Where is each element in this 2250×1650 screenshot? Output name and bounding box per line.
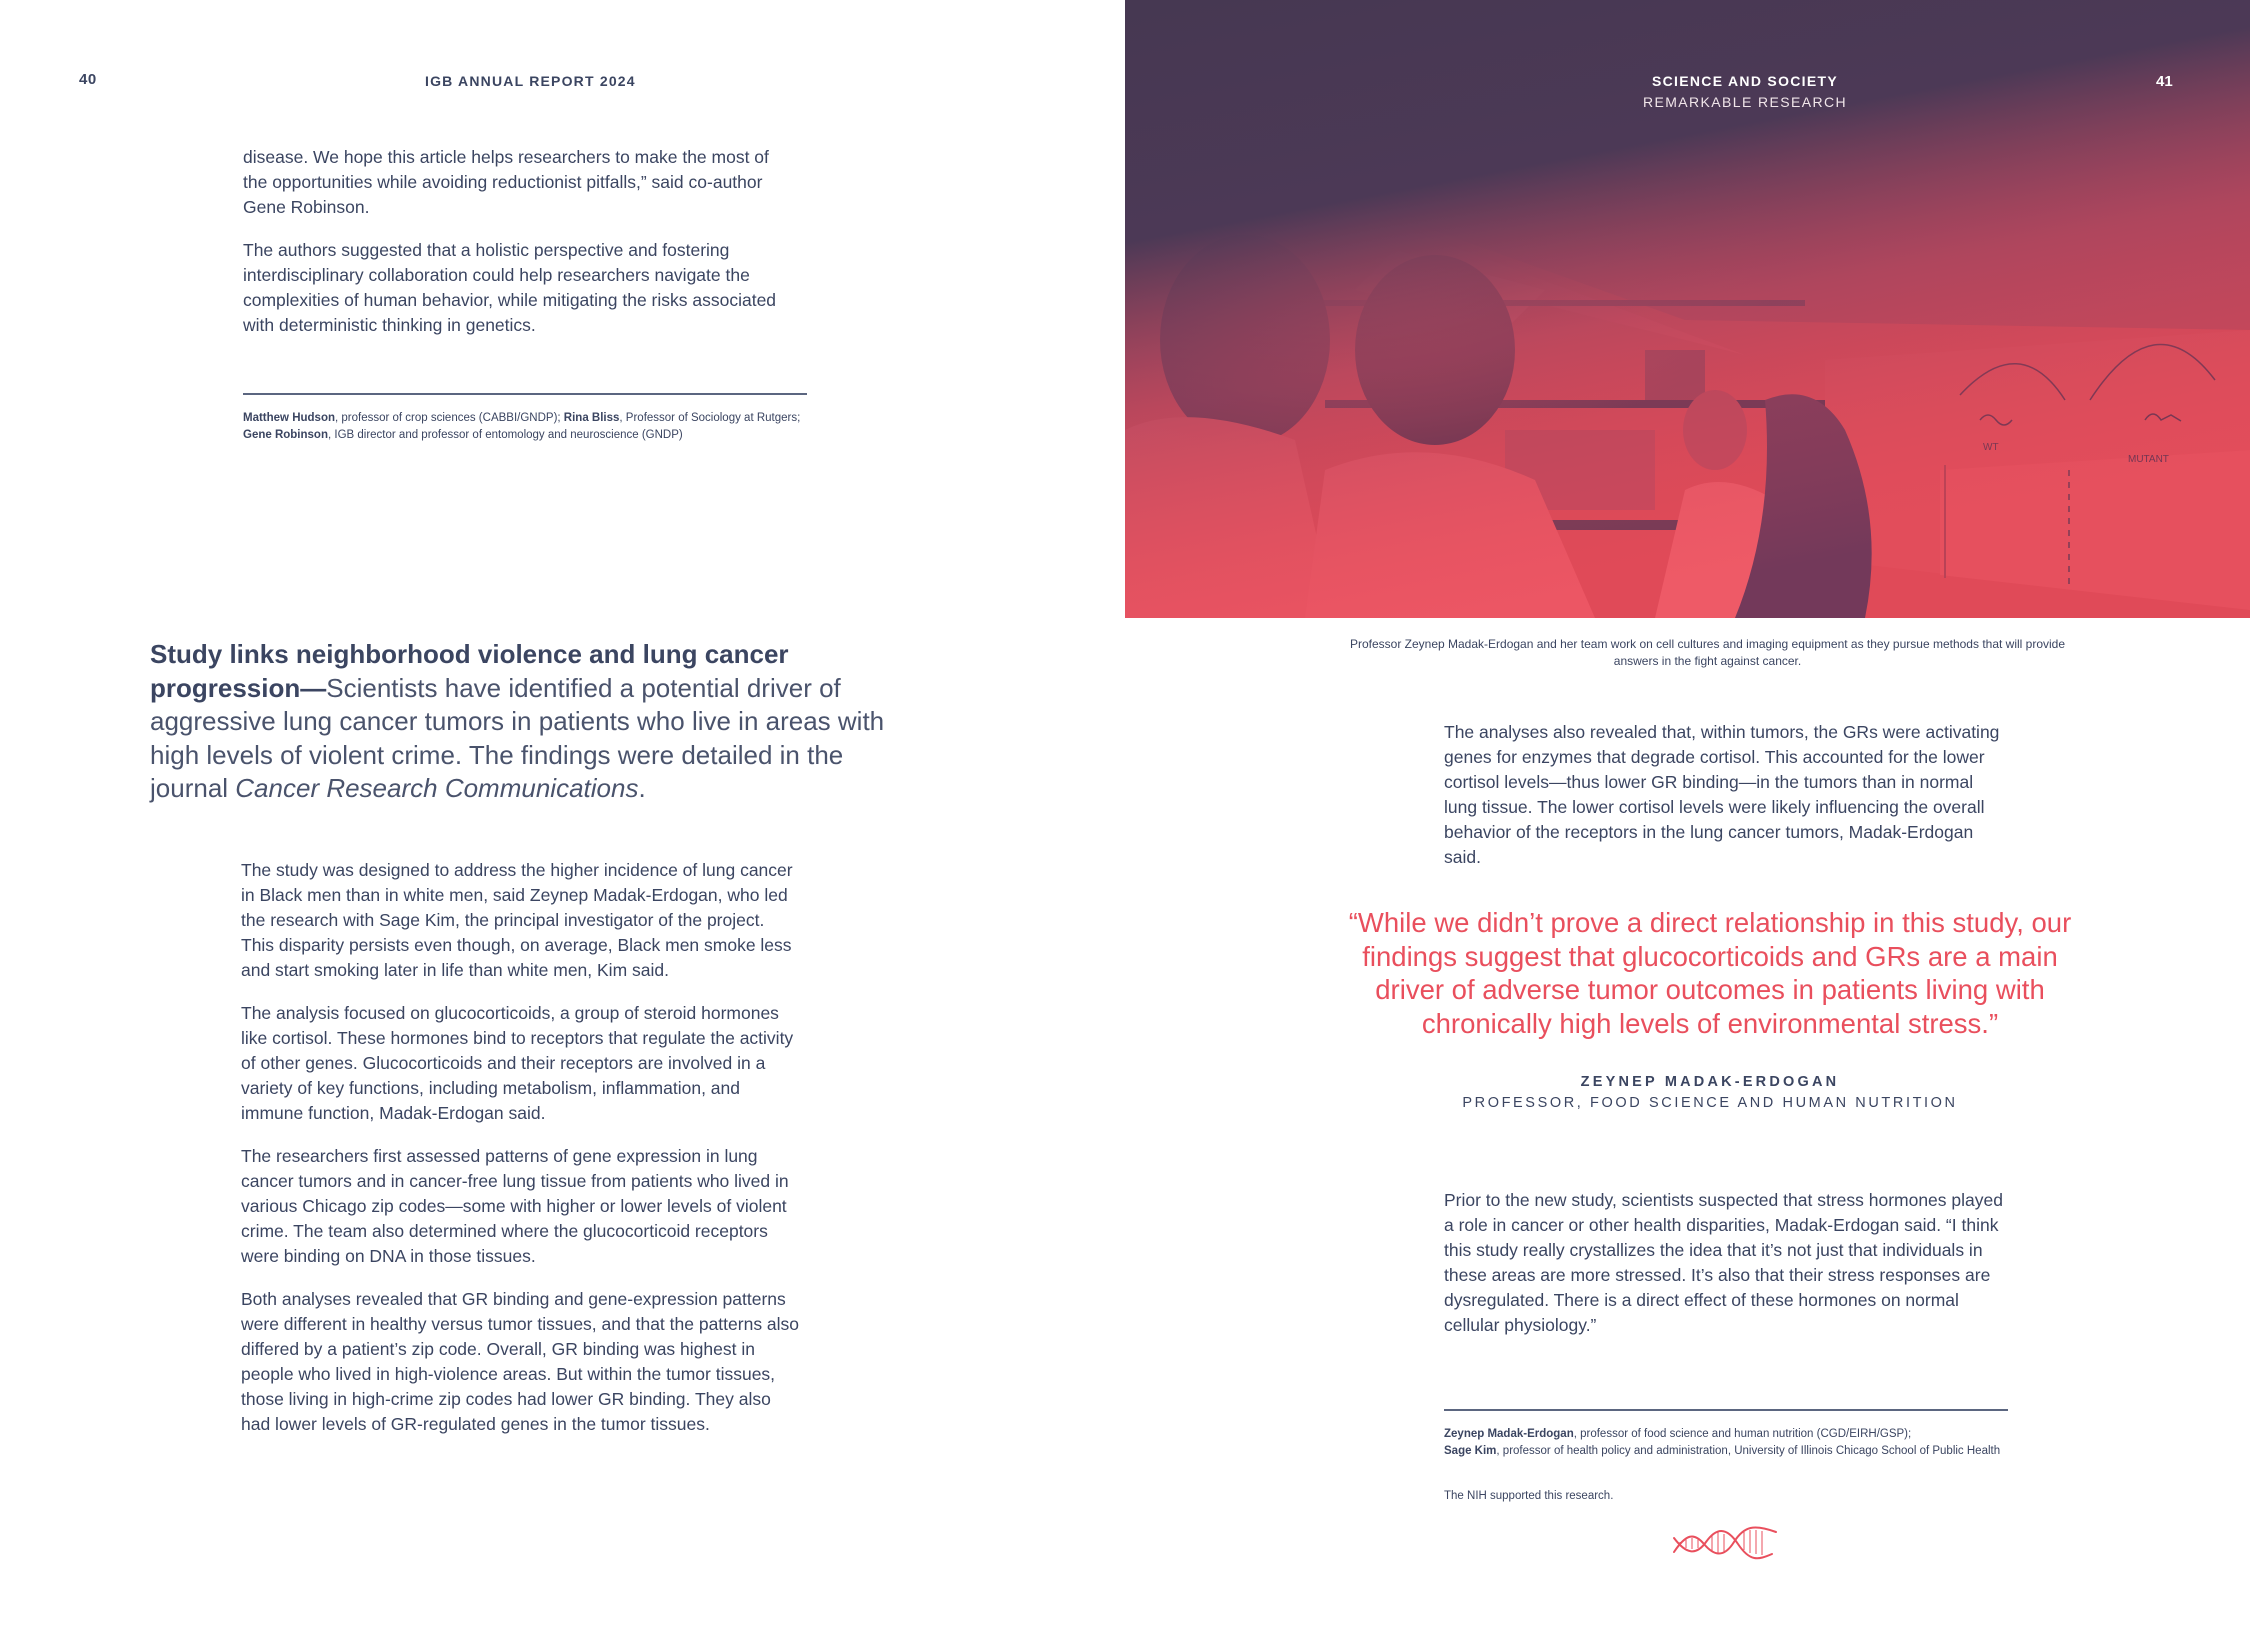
continued-article-body [243,145,788,338]
funding-note: The NIH supported this research. [1444,1490,1614,1502]
page-number-right: 41 [2156,73,2173,90]
quote-attribution-title: PROFESSOR, FOOD SCIENCE AND HUMAN NUTRITION [1462,1095,1958,1111]
article-lede [150,638,900,806]
credit-role: , professor of food science and human nutrition (CGD/EIRH/GSP); [1573,1428,1912,1440]
quote-attribution-name: ZEYNEP MADAK-ERDOGAN [1580,1074,1840,1090]
credit-role: , Professor of Sociology at Rutgers; [619,412,801,424]
credits-divider [1444,1409,2008,1411]
credits-divider [243,393,807,395]
article-body-left [241,858,801,1437]
lab-photo-illustration [1125,0,2250,618]
article-body-right-2 [1444,1188,2009,1338]
running-head: IGB ANNUAL REPORT 2024 [425,73,636,89]
paragraph: Both analyses revealed that GR binding and gene-expression patterns were different in healthy versus tumor tissues, and that the patterns also differed by a patient’s zip code. Overall, GR binding was highest in people who lived in high-violence areas. But within the tumor tissues, those living in high-crime zip codes had lower GR binding. They also had lower levels of GR-regulated genes in the tumor tissues. [241,1289,800,1434]
paragraph: The authors suggested that a holistic perspective and fostering interdisciplinary collaboration could help researchers navigate the complexities of human behavior, while mitigating the risks associated with deterministic thinking in genetics. [243,240,777,335]
author-credits [243,410,813,444]
paragraph: The analyses also revealed that, within tumors, the GRs were activating genes for enzymes that degrade cortisol. This accounted for the lower cortisol levels—thus lower GR binding—in the tumors than in normal lung tissue. The lower cortisol levels were likely influencing the overall behavior of the receptors in the lung cancer tumors, Madak-Erdogan said. [1444,722,2000,867]
credit-role: , IGB director and professor of entomology and neuroscience (GNDP) [327,429,683,441]
article-headline: Study links neighborhood violence and lung cancer progression— [150,639,789,703]
dna-helix-icon [1672,1524,1778,1560]
credit-name: Gene Robinson [243,429,328,441]
credit-name: Rina Bliss [563,412,620,424]
paragraph: The analysis focused on glucocorticoids, a group of steroid hormones like cortisol. These hormones bind to receptors that regulate the activity of other genes. Glucocorticoids and their receptors are involved in a variety of key functions, including metabolism, inflammation, and immune function, Madak-Erdogan said. [241,1003,794,1123]
right-page [1125,0,2250,1650]
credit-role: , professor of crop sciences (CABBI/GNDP); [335,412,564,424]
pull-quote: “While we didn’t prove a direct relationship in this study, our findings suggest that glucocorticoids and GRs are a main driver of adverse tumor outcomes in patients living with chronically high levels of environmental stress.” [1348,907,2072,1039]
journal-name: Cancer Research Communications [235,773,639,803]
paragraph: The researchers first assessed patterns of gene expression in lung cancer tumors and in cancer-free lung tissue from patients who lived in various Chicago zip codes—some with higher or lower levels of violent crime. The team also determined where the glucocorticoid receptors were binding on DNA in those tissues. [241,1146,789,1266]
page-number-left: 40 [79,71,97,88]
paragraph: The study was designed to address the higher incidence of lung cancer in Black men than in white men, said Zeynep Madak-Erdogan, who led the research with Sage Kim, the principal investigator of the project. This disparity persists even though, on average, Black men smoke less and start smoking later in life than white men, Kim said. [241,860,793,980]
lab-photo [1125,0,2250,618]
credit-name: Zeynep Madak-Erdogan [1444,1428,1574,1440]
section-subtitle: REMARKABLE RESEARCH [1643,94,1847,110]
paragraph: Prior to the new study, scientists suspected that stress hormones played a role in cancer or other health disparities, Madak-Erdogan said. “I think this study really crystallizes the idea that it’s not just that individuals in these areas are more stressed. It’s also that their stress responses are dysregulated. There is a direct effect of these hormones on normal cellular physiology.” [1444,1190,2003,1335]
article-body-right-1 [1444,720,2009,870]
author-credits [1444,1426,2014,1460]
section-title: SCIENCE AND SOCIETY [1652,73,1838,89]
credit-name: Matthew Hudson [243,412,335,424]
lede-text: Scientists have identified a potential driver of aggressive lung cancer tumors in patients who live in areas with high levels of violent crime. The findings were detailed in the journal [150,672,885,803]
lede-end: . [638,773,646,803]
credit-role: , professor of health policy and administration, University of Illinois Chicago School of Public Health [1496,1445,2001,1457]
credit-name: Sage Kim [1444,1445,1497,1457]
paragraph: disease. We hope this article helps researchers to make the most of the opportunities while avoiding reductionist pitfalls,” said co-author Gene Robinson. [243,147,769,217]
photo-caption: Professor Zeynep Madak-Erdogan and her team work on cell cultures and imaging equipment as they pursue methods that will provide answers in the fight against cancer. [1349,637,2066,668]
